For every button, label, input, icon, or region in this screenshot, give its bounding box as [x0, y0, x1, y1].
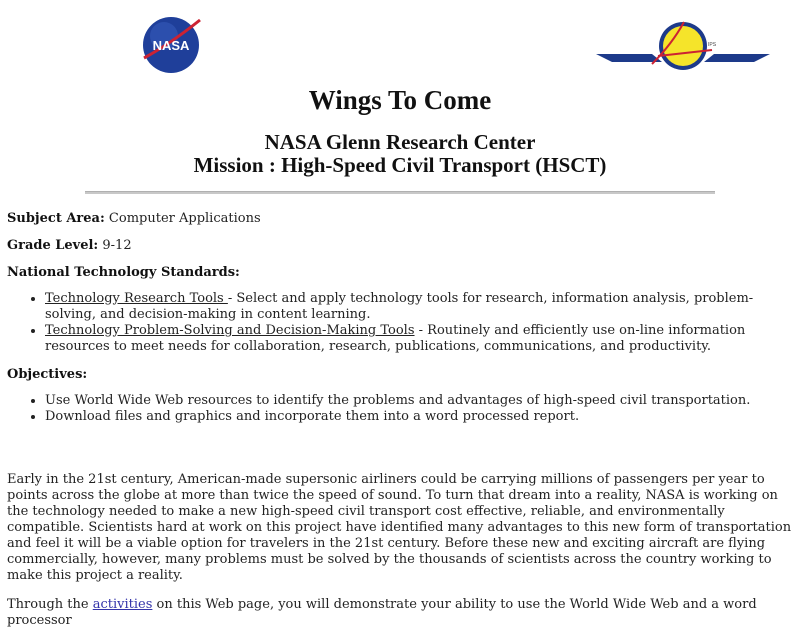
- aeronautics-logo-icon: [592, 14, 774, 74]
- grade-level-label: Grade Level:: [7, 238, 99, 253]
- problem-solving-tools-link[interactable]: Technology Problem-Solving and Decision-Making Tools: [45, 323, 415, 338]
- standard-item: [45, 291, 793, 323]
- objectives-list: [7, 393, 793, 425]
- subtitle-line1: NASA Glenn Research Center: [264, 130, 536, 154]
- objective-item: • Use World Wide Web resources to identify the problems and advantages of high-speed civil transportation.: [45, 393, 793, 409]
- objectives-heading: [7, 367, 793, 383]
- objectives-heading-text: Objectives:: [7, 367, 88, 382]
- page-subtitle: [0, 131, 800, 177]
- grade-level-value: 9-12: [102, 238, 132, 253]
- divider: [85, 191, 715, 194]
- standard-description: - Select and apply technology tools for research, information analysis, problem-solving, and decision-making in content learning.: [45, 291, 754, 322]
- subject-area-value: Computer Applications: [108, 211, 261, 226]
- subtitle-line2: Mission : High-Speed Civil Transport (HSCT): [193, 153, 607, 177]
- standards-heading: [7, 265, 793, 281]
- intro-paragraph: Early in the 21st century, American-made supersonic airliners could be carrying millions of passengers per year to points across the globe at more than twice the speed of sound. To turn that dream into a reality, NASA is working on the technology needed to make a new high-speed civil transport cost effective, reliable, and environmentally compatible. Scientists hard at work on this project have identified many advantages to this new form of transportation and feel it will be a viable option for travelers in the 21st century. Before these new and exciting aircraft are flying commercially, however, many problems must be solved by the thousands of scientists across the country working to make this project a reality.: [7, 472, 792, 583]
- main-content: [0, 211, 800, 629]
- logo-bar: [0, 0, 800, 80]
- standards-list: [7, 291, 793, 355]
- through-prefix: Through the: [7, 597, 93, 612]
- objective-item: • Download files and graphics and incorporate them into a word processed report.: [45, 409, 793, 425]
- standard-description: - Routinely and efficiently use on-line information resources to meet needs for collaboration, research, publications, communications, and productivity.: [45, 323, 746, 354]
- standards-heading-text: National Technology Standards:: [7, 265, 240, 280]
- svg-text:IPS: IPS: [708, 42, 717, 48]
- through-suffix: on this Web page, you will demonstrate your ability to use the World Wide Web and a word processor: [7, 597, 757, 628]
- standard-item: [45, 323, 793, 355]
- activities-paragraph: [7, 597, 793, 629]
- svg-text:NASA: NASA: [152, 38, 190, 53]
- grade-level: [7, 238, 793, 254]
- page-title: Wings To Come: [308, 85, 492, 115]
- activities-link[interactable]: activities: [92, 597, 153, 612]
- subject-area: [7, 211, 793, 227]
- nasa-logo-icon: [140, 14, 202, 76]
- technology-research-tools-link[interactable]: Technology Research Tools: [45, 291, 228, 306]
- subject-area-label: Subject Area:: [7, 211, 105, 226]
